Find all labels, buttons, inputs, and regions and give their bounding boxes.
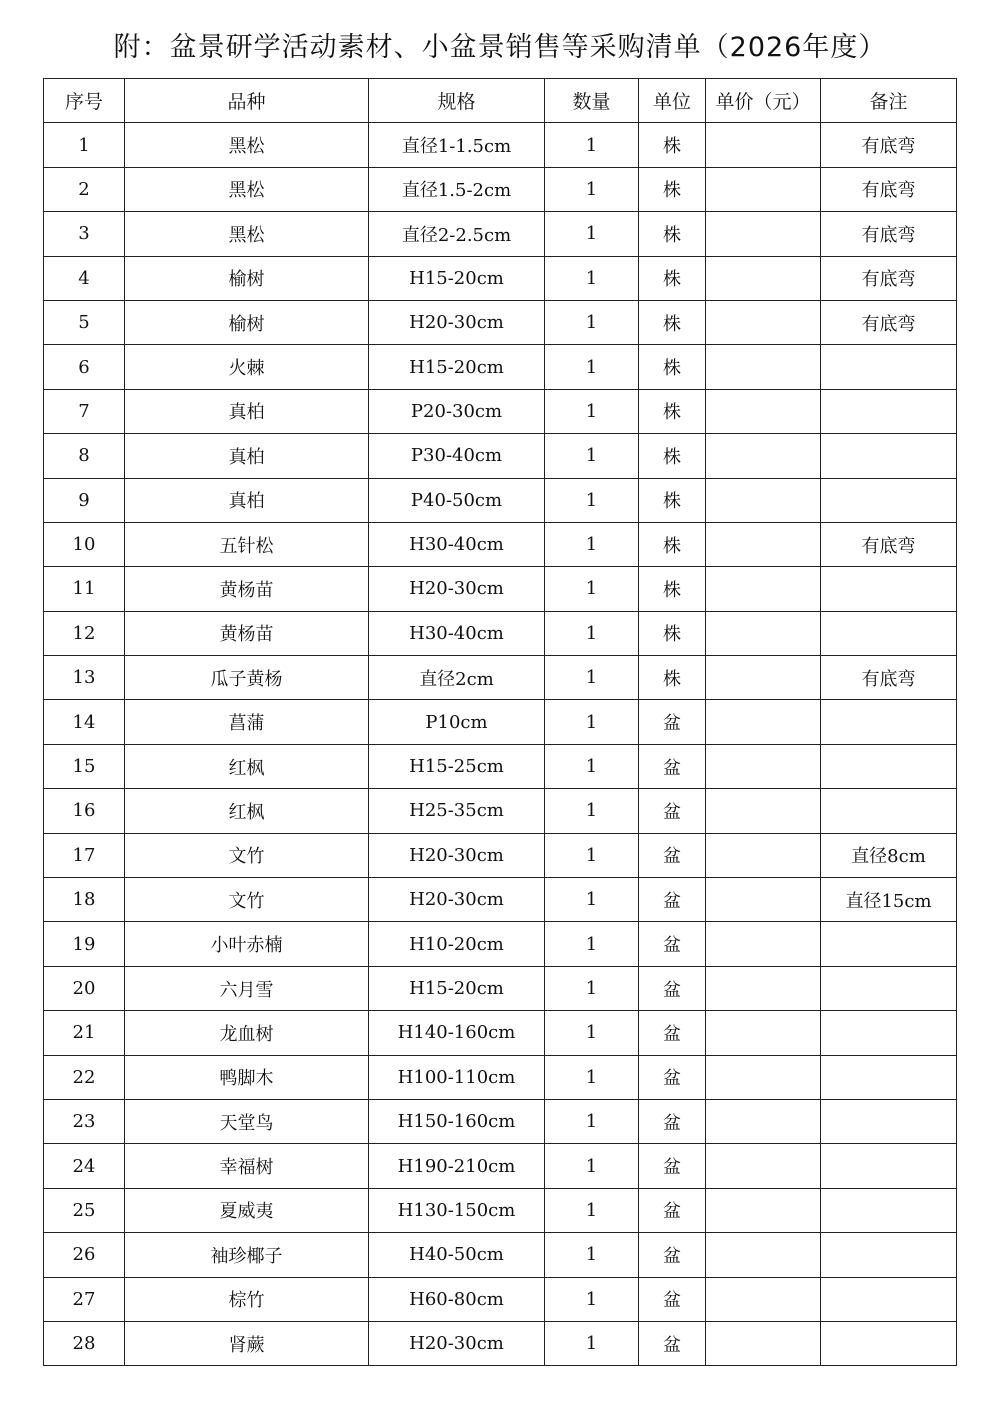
cell-unit: 株 [639,167,706,211]
cell-variety: 文竹 [125,833,369,877]
cell-variety: 红枫 [125,789,369,833]
cell-variety: 火棘 [125,345,369,389]
cell-qty: 1 [545,300,639,344]
cell-variety: 榆树 [125,256,369,300]
header-variety: 品种 [125,79,369,123]
cell-spec: H40-50cm [369,1233,545,1277]
table-row [44,611,957,655]
header-row [44,79,957,123]
cell-no: 22 [44,1055,125,1099]
cell-spec: H190-210cm [369,1144,545,1188]
cell-price [706,567,821,611]
cell-no: 7 [44,389,125,433]
cell-variety: 真柏 [125,389,369,433]
cell-note: 有底弯 [821,212,957,256]
cell-no: 27 [44,1277,125,1321]
procurement-table [43,78,957,1366]
cell-spec: H30-40cm [369,611,545,655]
header-no: 序号 [44,79,125,123]
cell-qty: 1 [545,478,639,522]
cell-qty: 1 [545,389,639,433]
cell-price [706,345,821,389]
table-row [44,300,957,344]
cell-spec: H15-25cm [369,744,545,788]
cell-variety: 五针松 [125,522,369,566]
cell-qty: 1 [545,744,639,788]
cell-unit: 株 [639,212,706,256]
cell-variety: 六月雪 [125,966,369,1010]
header-spec: 规格 [369,79,545,123]
cell-variety: 黑松 [125,123,369,167]
cell-price [706,611,821,655]
cell-spec: H15-20cm [369,966,545,1010]
header-unit: 单位 [639,79,706,123]
cell-spec: H15-20cm [369,256,545,300]
cell-price [706,922,821,966]
cell-no: 21 [44,1011,125,1055]
cell-note [821,1055,957,1099]
table-row [44,256,957,300]
cell-unit: 株 [639,123,706,167]
table-row [44,922,957,966]
cell-variety: 红枫 [125,744,369,788]
cell-qty: 1 [545,1277,639,1321]
cell-no: 11 [44,567,125,611]
cell-note: 直径15cm [821,878,957,922]
cell-no: 26 [44,1233,125,1277]
cell-qty: 1 [545,1055,639,1099]
cell-unit: 株 [639,434,706,478]
cell-spec: H25-35cm [369,789,545,833]
cell-spec: H150-160cm [369,1099,545,1143]
cell-qty: 1 [545,1099,639,1143]
cell-variety: 肾蕨 [125,1321,369,1365]
cell-qty: 1 [545,656,639,700]
table-row [44,1188,957,1232]
cell-spec: H10-20cm [369,922,545,966]
cell-unit: 盆 [639,789,706,833]
cell-qty: 1 [545,1011,639,1055]
cell-no: 28 [44,1321,125,1365]
cell-unit: 株 [639,567,706,611]
cell-note [821,789,957,833]
cell-price [706,1011,821,1055]
cell-note [821,744,957,788]
table-row [44,567,957,611]
cell-no: 18 [44,878,125,922]
cell-unit: 株 [639,256,706,300]
cell-variety: 真柏 [125,478,369,522]
cell-spec: H20-30cm [369,878,545,922]
cell-qty: 1 [545,700,639,744]
table-row [44,123,957,167]
cell-spec: H20-30cm [369,1321,545,1365]
cell-spec: P20-30cm [369,389,545,433]
cell-variety: 真柏 [125,434,369,478]
cell-spec: P10cm [369,700,545,744]
cell-no: 25 [44,1188,125,1232]
cell-qty: 1 [545,1188,639,1232]
cell-spec: 直径1.5-2cm [369,167,545,211]
table-row [44,966,957,1010]
cell-unit: 盆 [639,878,706,922]
cell-note: 有底弯 [821,167,957,211]
cell-variety: 文竹 [125,878,369,922]
cell-no: 6 [44,345,125,389]
cell-price [706,656,821,700]
cell-qty: 1 [545,522,639,566]
table-row [44,1233,957,1277]
cell-qty: 1 [545,1144,639,1188]
table-row [44,1055,957,1099]
header-price: 单价（元） [706,79,821,123]
cell-note [821,1277,957,1321]
table-row [44,700,957,744]
table-row [44,478,957,522]
table-row [44,345,957,389]
cell-price [706,1188,821,1232]
cell-qty: 1 [545,1321,639,1365]
cell-price [706,389,821,433]
cell-variety: 瓜子黄杨 [125,656,369,700]
cell-no: 8 [44,434,125,478]
table-row [44,1144,957,1188]
cell-no: 9 [44,478,125,522]
cell-spec: H100-110cm [369,1055,545,1099]
cell-unit: 盆 [639,700,706,744]
cell-note [821,567,957,611]
cell-unit: 盆 [639,1099,706,1143]
table-row [44,389,957,433]
cell-price [706,789,821,833]
cell-unit: 盆 [639,922,706,966]
cell-no: 23 [44,1099,125,1143]
cell-qty: 1 [545,256,639,300]
table-row [44,789,957,833]
cell-note [821,478,957,522]
cell-variety: 袖珍椰子 [125,1233,369,1277]
cell-note [821,1188,957,1232]
header-qty: 数量 [545,79,639,123]
cell-variety: 幸福树 [125,1144,369,1188]
cell-unit: 株 [639,656,706,700]
cell-note: 有底弯 [821,300,957,344]
cell-variety: 龙血树 [125,1011,369,1055]
cell-spec: H20-30cm [369,567,545,611]
cell-qty: 1 [545,789,639,833]
cell-qty: 1 [545,123,639,167]
cell-variety: 鸭脚木 [125,1055,369,1099]
cell-no: 20 [44,966,125,1010]
cell-no: 1 [44,123,125,167]
cell-variety: 菖蒲 [125,700,369,744]
cell-note [821,922,957,966]
cell-no: 19 [44,922,125,966]
cell-price [706,833,821,877]
cell-unit: 盆 [639,744,706,788]
cell-price [706,1277,821,1321]
cell-spec: H20-30cm [369,300,545,344]
table-row [44,1277,957,1321]
cell-price [706,744,821,788]
cell-unit: 株 [639,478,706,522]
cell-price [706,1055,821,1099]
table-row [44,833,957,877]
cell-unit: 盆 [639,1321,706,1365]
cell-price [706,878,821,922]
cell-unit: 盆 [639,833,706,877]
cell-note [821,1144,957,1188]
cell-price [706,478,821,522]
cell-unit: 盆 [639,1011,706,1055]
cell-spec: H60-80cm [369,1277,545,1321]
cell-qty: 1 [545,345,639,389]
cell-spec: 直径2-2.5cm [369,212,545,256]
cell-unit: 盆 [639,1055,706,1099]
cell-variety: 黄杨苗 [125,611,369,655]
cell-qty: 1 [545,434,639,478]
cell-note [821,611,957,655]
cell-price [706,300,821,344]
cell-unit: 盆 [639,1144,706,1188]
cell-note [821,700,957,744]
cell-spec: H30-40cm [369,522,545,566]
cell-unit: 盆 [639,966,706,1010]
table-row [44,878,957,922]
cell-variety: 榆树 [125,300,369,344]
cell-qty: 1 [545,833,639,877]
cell-note [821,966,957,1010]
cell-no: 14 [44,700,125,744]
cell-qty: 1 [545,611,639,655]
table-row [44,212,957,256]
header-note: 备注 [821,79,957,123]
cell-price [706,1233,821,1277]
cell-spec: H140-160cm [369,1011,545,1055]
cell-unit: 盆 [639,1233,706,1277]
cell-note [821,1099,957,1143]
cell-qty: 1 [545,966,639,1010]
cell-spec: H130-150cm [369,1188,545,1232]
cell-no: 16 [44,789,125,833]
cell-unit: 盆 [639,1188,706,1232]
cell-price [706,522,821,566]
cell-unit: 株 [639,389,706,433]
cell-note: 直径8cm [821,833,957,877]
cell-unit: 株 [639,611,706,655]
cell-price [706,1144,821,1188]
cell-no: 10 [44,522,125,566]
cell-qty: 1 [545,567,639,611]
cell-price [706,1099,821,1143]
cell-no: 3 [44,212,125,256]
table-row [44,1099,957,1143]
cell-price [706,167,821,211]
table-row [44,434,957,478]
cell-note [821,389,957,433]
cell-note [821,434,957,478]
cell-spec: 直径1-1.5cm [369,123,545,167]
cell-no: 13 [44,656,125,700]
page-title: 附：盆景研学活动素材、小盆景销售等采购清单（2026年度） [113,32,887,63]
cell-no: 15 [44,744,125,788]
cell-variety: 天堂鸟 [125,1099,369,1143]
cell-price [706,434,821,478]
cell-no: 24 [44,1144,125,1188]
cell-qty: 1 [545,1233,639,1277]
cell-unit: 株 [639,522,706,566]
cell-unit: 盆 [639,1277,706,1321]
cell-note [821,345,957,389]
cell-price [706,123,821,167]
cell-no: 4 [44,256,125,300]
cell-variety: 黄杨苗 [125,567,369,611]
table-row [44,656,957,700]
cell-qty: 1 [545,878,639,922]
cell-unit: 株 [639,300,706,344]
cell-unit: 株 [639,345,706,389]
table-row [44,522,957,566]
cell-variety: 黑松 [125,167,369,211]
cell-variety: 小叶赤楠 [125,922,369,966]
cell-spec: H15-20cm [369,345,545,389]
cell-no: 12 [44,611,125,655]
table-row [44,167,957,211]
cell-variety: 棕竹 [125,1277,369,1321]
cell-qty: 1 [545,922,639,966]
cell-variety: 黑松 [125,212,369,256]
cell-spec: 直径2cm [369,656,545,700]
cell-no: 5 [44,300,125,344]
cell-price [706,256,821,300]
table-row [44,1011,957,1055]
cell-note [821,1233,957,1277]
cell-price [706,966,821,1010]
cell-no: 17 [44,833,125,877]
cell-note [821,1321,957,1365]
table-row [44,1321,957,1365]
cell-spec: H20-30cm [369,833,545,877]
table-row [44,744,957,788]
cell-price [706,212,821,256]
cell-note: 有底弯 [821,522,957,566]
cell-note: 有底弯 [821,256,957,300]
cell-note: 有底弯 [821,656,957,700]
cell-spec: P30-40cm [369,434,545,478]
cell-qty: 1 [545,167,639,211]
cell-note: 有底弯 [821,123,957,167]
cell-note [821,1011,957,1055]
cell-price [706,1321,821,1365]
cell-spec: P40-50cm [369,478,545,522]
cell-no: 2 [44,167,125,211]
cell-variety: 夏威夷 [125,1188,369,1232]
cell-price [706,700,821,744]
table-body [44,123,957,1366]
cell-qty: 1 [545,212,639,256]
